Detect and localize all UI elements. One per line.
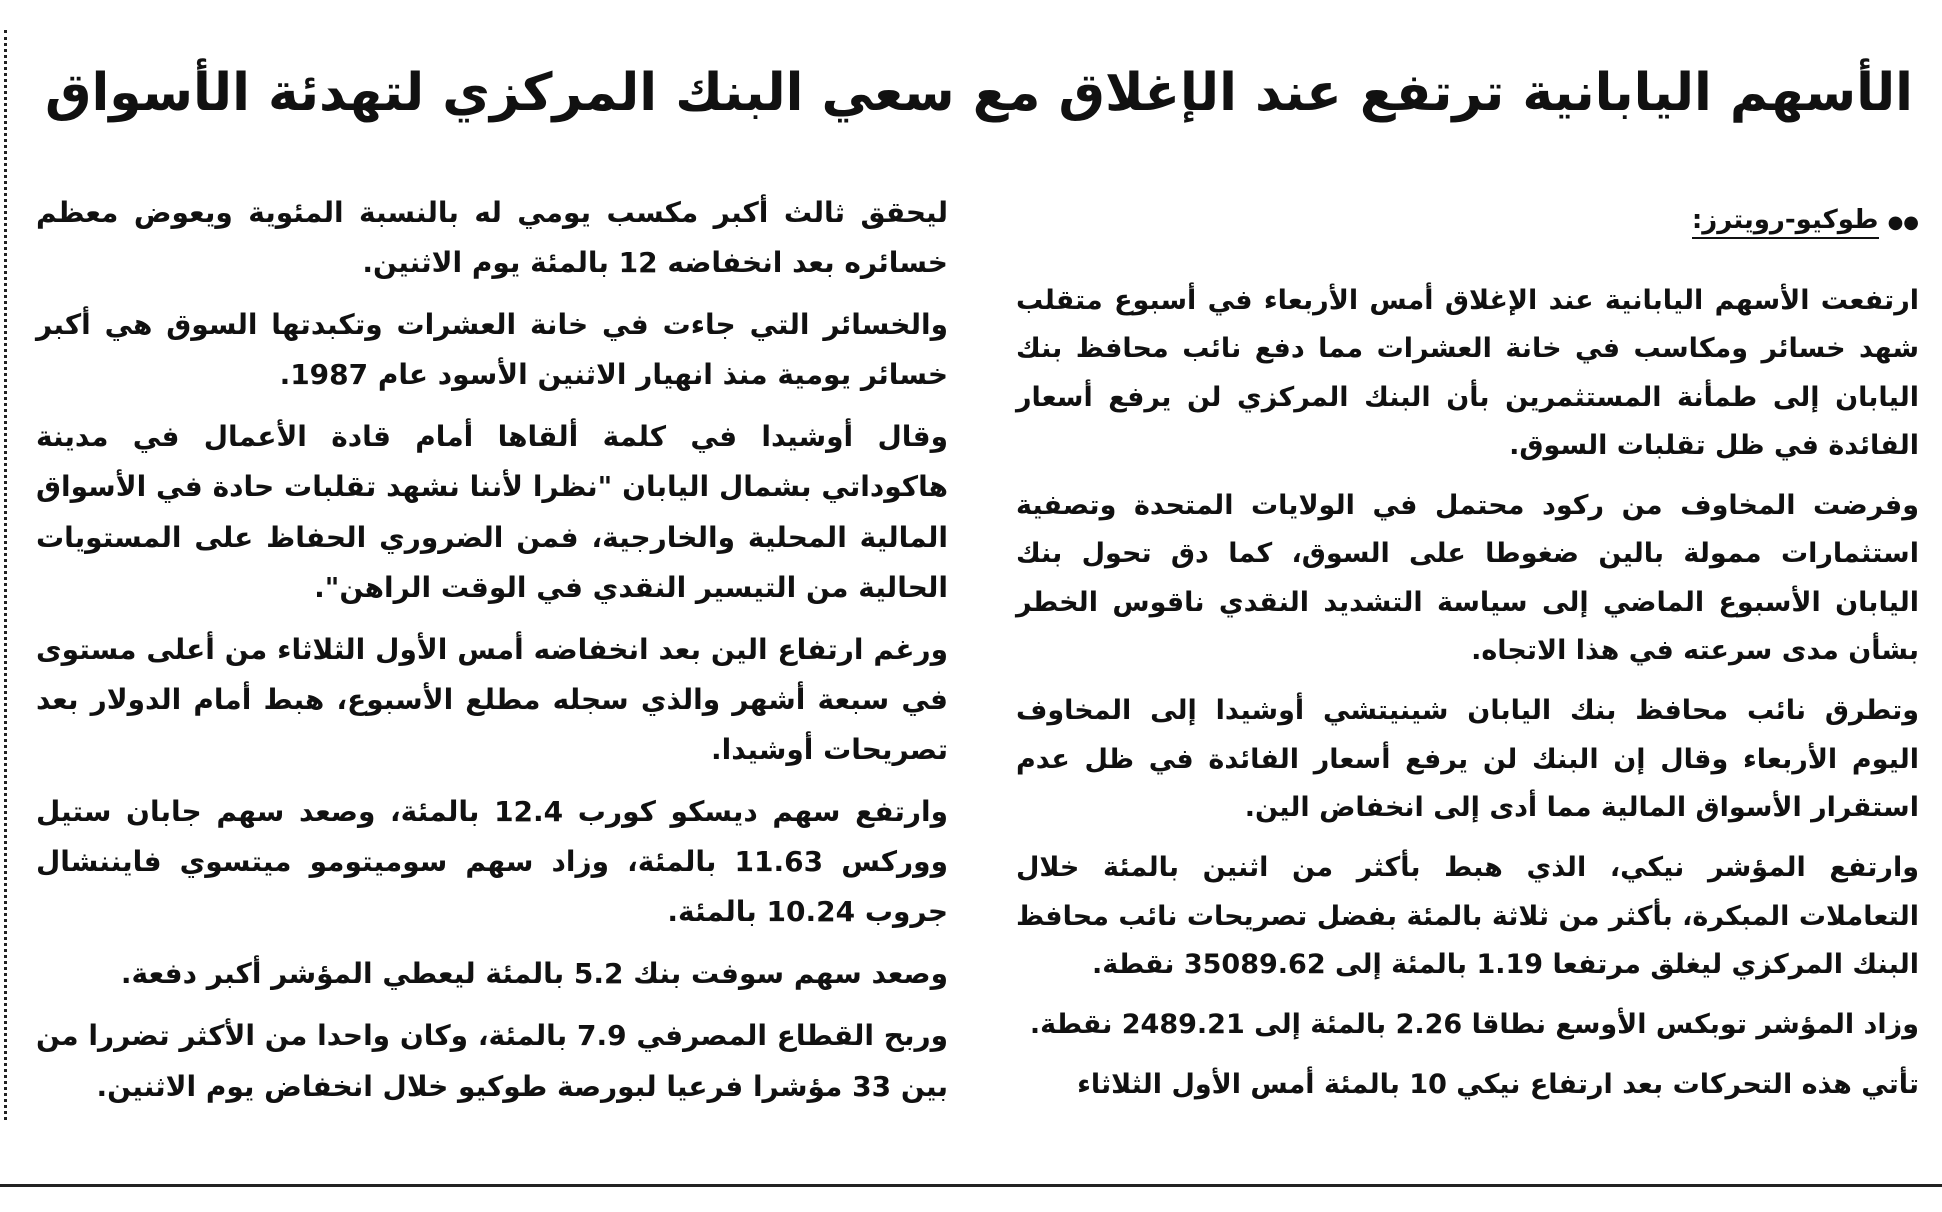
paragraph: وتطرق نائب محافظ بنك اليابان شينيتشي أوشيدا إلى المخاوف اليوم الأربعاء وقال إن البنك لن يرفع أسعار الفائدة في ظل عدم استقرار الأسواق المالية مما أدى إلى انخفاض الين. (1016, 695, 1919, 823)
article-column-right (1016, 188, 1919, 1122)
article-byline (1016, 200, 1919, 243)
article-headline: الأسهم اليابانية ترتفع عند الإغلاق مع سعي البنك المركزي لتهدئة الأسواق (44, 63, 1914, 123)
paragraph: ليحقق ثالث أكبر مكسب يومي له بالنسبة المئوية ويعوض معظم خسائره بعد انخفاضه 12 بالمئة يوم الاثنين. (36, 196, 948, 280)
paragraph: وقال أوشيدا في كلمة ألقاها أمام قادة الأعمال في مدينة هاكوداتي بشمال اليابان "نظرا لأننا نشهد تقلبات حادة في الأسواق المالية المحلية والخارجية، فمن الضروري الحفاظ على المستويات الحالية من التيسير النقدي في الوقت الراهن". (36, 420, 948, 604)
bullet-dots-icon: ●● (1887, 212, 1919, 233)
paragraph: وربح القطاع المصرفي 7.9 بالمئة، وكان واحدا من الأكثر تضررا من بين 33 مؤشرا فرعيا لبورصة طوكيو خلال انخفاض يوم الاثنين. (36, 1019, 948, 1103)
paragraph: وارتفع سهم ديسكو كورب 12.4 بالمئة، وصعد سهم جابان ستيل ووركس 11.63 بالمئة، وزاد سهم سوميتومو ميتسوي فايننشال جروب 10.24 بالمئة. (36, 795, 948, 929)
page-edge-dotted-border (4, 30, 7, 1120)
paragraph: وصعد سهم سوفت بنك 5.2 بالمئة ليعطي المؤشر أكبر دفعة. (120, 957, 948, 991)
article-column-left (36, 188, 948, 1124)
paragraph: تأتي هذه التحركات بعد ارتفاع نيكي 10 بالمئة أمس الأول الثلاثاء (1077, 1069, 1919, 1101)
paragraph: والخسائر التي جاءت في خانة العشرات وتكبدتها السوق هي أكبر خسائر يومية منذ انهيار الاثنين الأسود عام 1987. (36, 308, 948, 392)
byline-text: طوكيو-رويترز: (1692, 205, 1879, 239)
paragraph: ورغم ارتفاع الين بعد انخفاضه أمس الأول الثلاثاء من أعلى مستوى في سبعة أشهر والذي سجله مطلع الأسبوع، هبط أمام الدولار بعد تصريحات أوشيدا. (36, 632, 948, 766)
paragraph: ارتفعت الأسهم اليابانية عند الإغلاق أمس الأربعاء في أسبوع متقلب شهد خسائر ومكاسب في خانة العشرات مما دفع نائب محافظ بنك اليابان إلى طمأنة المستثمرين بأن البنك المركزي لن يرفع أسعار الفائدة في ظل تقلبات السوق. (1016, 285, 1919, 461)
paragraph: وزاد المؤشر توبكس الأوسع نطاقا 2.26 بالمئة إلى 2489.21 نقطة. (1029, 1009, 1919, 1041)
bottom-rule (0, 1184, 1942, 1187)
paragraph: وارتفع المؤشر نيكي، الذي هبط بأكثر من اثنين بالمئة خلال التعاملات المبكرة، بأكثر من ثلاثة بالمئة بفضل تصريحات نائب محافظ البنك المركزي ليغلق مرتفعا 1.19 بالمئة إلى 35089.62 نقطة. (1016, 852, 1919, 980)
paragraph: وفرضت المخاوف من ركود محتمل في الولايات المتحدة وتصفية استثمارات ممولة بالين ضغوطا على السوق، كما دق تحول بنك اليابان الأسبوع الماضي إلى سياسة التشديد النقدي ناقوس الخطر بشأن مدى سرعته في هذا الاتجاه. (1016, 490, 1919, 667)
